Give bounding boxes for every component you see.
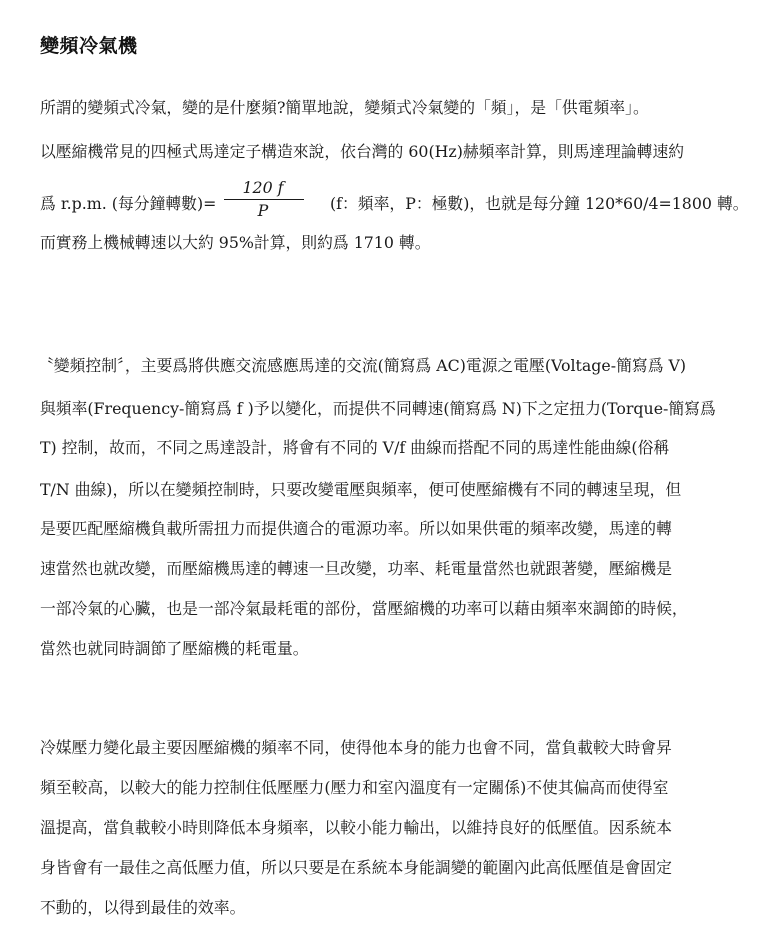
fraction-bar [224, 199, 304, 200]
rpm-fraction [218, 178, 308, 226]
paragraph-2-line-8: 當然也就同時調節了壓縮機的耗電量。 [40, 639, 309, 658]
paragraph-3-line-2: 頻至較高，以較大的能力控制住低壓壓力(壓力和室內溫度有一定關係)不使其偏高而使得室 [40, 778, 669, 797]
paragraph-3-line-5: 不動的，以得到最佳的效率。 [40, 898, 246, 917]
paragraph-3-line-4: 身皆會有一最佳之高低壓力值，所以只要是在系統本身能調變的範圍內此高低壓值是會固定 [40, 858, 672, 877]
formula-suffix: (f：頻率，P：極數)，也就是每分鐘 120*60/4=1800 轉。 [330, 194, 749, 213]
paragraph-2-line-1: 〝變頻控制〞，主要爲將供應交流感應馬達的交流(簡寫爲 AC)電源之電壓(Voltage-簡寫爲 V) [38, 356, 687, 375]
page-title: 變頻冷氣機 [40, 35, 138, 57]
formula-prefix: 爲 r.p.m. (每分鐘轉數)= [40, 194, 217, 213]
paragraph-3-line-3: 溫提高，當負載較小時則降低本身頻率，以較小能力輸出，以維持良好的低壓值。因系統本 [40, 818, 672, 837]
paragraph-1-line-2: 以壓縮機常見的四極式馬達定子構造來說，依台灣的 60(Hz)赫頻率計算，則馬達理論轉速約 [40, 142, 685, 161]
fraction-numerator: 120 f [242, 178, 284, 197]
paragraph-2-line-5: 是要匹配壓縮機負載所需扭力而提供適合的電源功率。所以如果供電的頻率改變，馬達的轉 [40, 519, 672, 538]
paragraph-2-line-7: 一部冷氣的心臟，也是一部冷氣最耗電的部份，當壓縮機的功率可以藉由頻率來調節的時候， [40, 599, 688, 618]
paragraph-2-line-6: 速當然也就改變，而壓縮機馬達的轉速一旦改變，功率、耗電量當然也就跟著變，壓縮機是 [40, 559, 672, 578]
fraction-denominator: P [257, 201, 269, 220]
paragraph-1-line-1: 所謂的變頻式冷氣，變的是什麼頻?簡單地說，變頻式冷氣變的「頻」，是「供電頻率」。 [40, 98, 649, 117]
paragraph-3-line-1: 冷媒壓力變化最主要因壓縮機的頻率不同，使得他本身的能力也會不同，當負載較大時會昇 [40, 738, 672, 757]
paragraph-2-line-2: 與頻率(Frequency-簡寫爲 f )予以變化，而提供不同轉速(簡寫爲 N)下之定扭力(Torque-簡寫爲 [40, 399, 716, 418]
paragraph-2-line-3: T) 控制，故而，不同之馬達設計，將會有不同的 V/f 曲線而搭配不同的馬達性能曲線(俗稱 [40, 438, 670, 457]
paragraph-2-line-4: T/N 曲線)，所以在變頻控制時，只要改變電壓與頻率，便可使壓縮機有不同的轉速呈現，但 [40, 480, 682, 499]
paragraph-1-line-4: 而實務上機械轉速以大約 95%計算，則約爲 1710 轉。 [40, 233, 431, 252]
